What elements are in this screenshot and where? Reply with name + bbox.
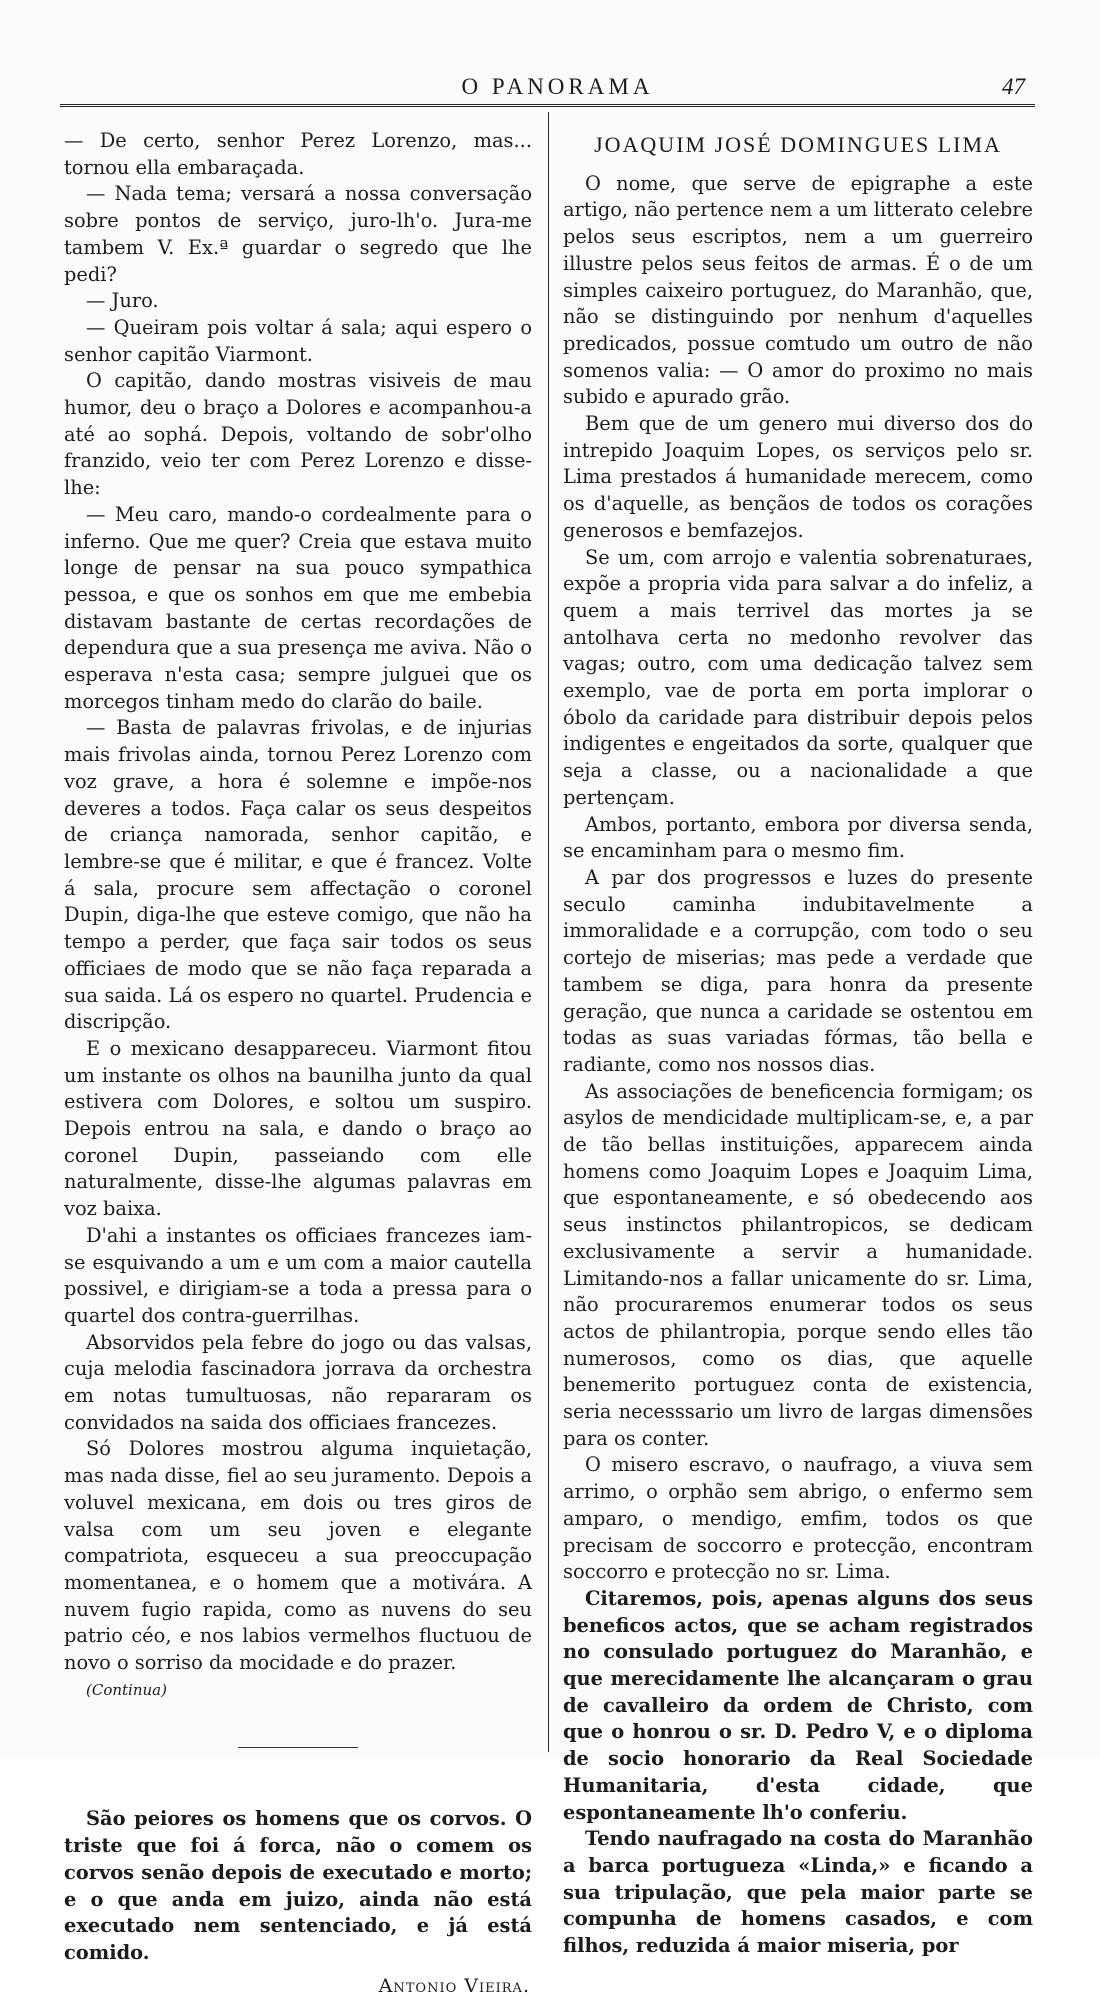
story-paragraph: E o mexicano desappareceu. Viarmont fitou um instante os olhos na baunilha junto da qual estivera com Dolores, e soltou um suspiro. Depois entrou na sala, e dando o braço ao coronel Dupin, passeiando com elle naturalmente, disse-lhe algumas palavras em voz baixa. — [64, 1036, 532, 1221]
header-rule — [60, 104, 1035, 107]
page-number: 47 — [1002, 74, 1025, 99]
article-paragraph: Tendo naufragado na costa do Maranhão a barca portugueza «Linda,» e ficando a sua tripulação, que pela maior parte se compunha de homens casados, e com filhos, reduzida á maior miseria, por — [563, 1827, 1033, 1958]
journal-title: O PANORAMA — [461, 74, 654, 99]
story-paragraph: Absorvidos pela febre do jogo ou das valsas, cuja melodia fascinadora jorrava da orchestra em notas tumultuosas, não repararam os convidados na saida dos officiaes francezes. — [64, 1330, 532, 1434]
continua-note: (Continua) — [86, 1680, 167, 1699]
article-paragraph: O nome, que serve de epigraphe a este artigo, não pertence nem a um litterato celebre pelos seus escriptos, nem a um guerreiro illustre pelos seus feitos de armas. É o de um simples caixeiro portuguez, do Maranhão, que, não se distinguindo por nenhum d'aquelles predicados, possue comtudo um outro de não somenos valia: — O amor do proximo no mais subido e apurado grão. — [563, 171, 1033, 409]
article-paragraph: Citaremos, pois, apenas alguns dos seus beneficos actos, que se acham registrados no consulado portuguez do Maranhão, e que merecidamente lhe alcançaram o grau de cavalleiro da ordem de Christo, com que o honrou o sr. D. Pedro V, e o diploma de socio honorario da Real Sociedade Humanitaria, d'esta cidade, que espontaneamente lh'o conferiu. — [563, 1586, 1033, 1824]
story-paragraph: Só Dolores mostrou alguma inquietação, mas nada disse, fiel ao seu juramento. Depois a voluvel mexicana, em dois ou tres giros de valsa com um seu joven e elegante compatriota, esqueceu a sua preoccupação momentanea, e o homem que a motivára. A nuvem fugio rapida, como as nuvens do seu patrio céo, e nos labios vermelhos fluctuou de novo o sorriso da mocidade e do prazer. — [64, 1437, 532, 1675]
section-divider — [238, 1747, 358, 1748]
story-paragraph: — Juro. — [86, 289, 159, 313]
article-paragraph: A par dos progressos e luzes do presente seculo caminha indubitavelmente a immoralidade e a corrupção, com todo o seu cortejo de miserias; mas pede a verdade que tambem se diga, para honra da presente geração, que nunca a caridade se ostentou em todas as suas variadas fórmas, tão bella e radiante, como nos nossos dias. — [563, 865, 1033, 1076]
running-head — [90, 74, 1025, 114]
article-paragraph: O misero escravo, o naufrago, a viuva sem arrimo, o orphão sem abrigo, o enfermo sem amparo, o mendigo, emfim, todos os que precisam de soccorro e protecção, encontram soccorro e protecção no sr. Lima. — [563, 1453, 1033, 1584]
article-paragraph: Ambos, portanto, embora por diversa senda, se encaminham para o mesmo fim. — [563, 812, 1033, 863]
story-paragraph: D'ahi a instantes os officiaes francezes iam-se esquivando a um e um com a maior cautella possivel, e dirigiam-se a toda a pressa para o quartel dos contra-guerrilhas. — [64, 1223, 532, 1327]
article-paragraph: Bem que de um genero mui diverso dos do intrepido Joaquim Lopes, os serviços pelo sr. Lima prestados á humanidade merecem, como os d'aquelle, as bençãos de todos os corações generosos e bemfazejos. — [563, 412, 1033, 542]
right-column — [563, 128, 1033, 1960]
article-paragraph: As associações de beneficencia formigam; os asylos de mendicidade multiplicam-se, e, a par de tão bellas instituições, apparecem ainda homens como Joaquim Lopes e Joaquim Lima, que espontaneamente, e só obedecendo aos seus instinctos philantropicos, se dedicam exclusivamente a servir a humanidade. Limitando-nos a fallar unicamente do sr. Lima, não procuraremos enumerar todos os seus actos de philantropia, porque sendo elles tão numerosos, como os dias, que aquelle benemerito portuguez conta de existencia, seria necesssario um livro de largas dimensões para os conter. — [563, 1079, 1033, 1450]
story-paragraph: O capitão, dando mostras visiveis de mau humor, deu o braço a Dolores e acompanhou-a até ao sophá. Depois, voltando de sobr'olho franzido, veio ter com Perez Lorenzo e disse-lhe: — [64, 369, 532, 500]
story-paragraph: — Basta de palavras frivolas, e de injurias mais frivolas ainda, tornou Perez Lorenzo com voz grave, a hora é solemne e impõe-nos deveres a todos. Faça calar os seus despeitos de criança namorada, senhor capitão, e lembre-se que é militar, e que é francez. Volte á sala, procure sem affectação o coronel Dupin, diga-lhe que esteve comigo, que não ha tempo a perder, que faça sair todos os seus officiaes de modo que se não faça reparada a sua saida. Lá os espero no quartel. Prudencia e discripção. — [64, 716, 532, 1034]
left-column — [64, 128, 532, 1999]
quote-author: Antonio Vieira. — [378, 1974, 530, 1997]
story-paragraph: — Meu caro, mando-o cordealmente para o inferno. Que me quer? Creia que estava muito longe de pensar na sua pouco sympathica pessoa, e que os sonhos em que me embebia distavam bastante de certas recordações de dependura que a sua presença me aviva. Não o esperava n'esta casa; sempre julguei que os morcegos tinham medo do clarão do baile. — [64, 502, 532, 713]
article-title: JOAQUIM JOSÉ DOMINGUES LIMA — [594, 132, 1002, 157]
article-paragraph: Se um, com arrojo e valentia sobrenaturaes, expõe a propria vida para salvar a do infeliz, a quem a mais terrivel das mortes ja se antolhava certa no medonho revolver das vagas; outro, com uma dedicação talvez sem exemplo, vae de porta em porta implorar o óbolo da caridade para distribuir depois pelos indigentes e engeitados da sorte, qualquer que seja a classe, ou a nacionalidade a que pertençam. — [563, 545, 1033, 809]
story-paragraph: — De certo, senhor Perez Lorenzo, mas... tornou ella embaraçada. — [64, 129, 532, 179]
vieira-quote: São peiores os homens que os corvos. O triste que foi á forca, não o comem os corvos senão depois de executado e morto; e o que anda em juizo, ainda não está executado nem sentenciado, e já está comido. — [64, 1807, 532, 1964]
story-paragraph: — Queiram pois voltar á sala; aqui espero o senhor capitão Viarmont. — [64, 315, 532, 366]
column-divider — [548, 112, 549, 1752]
story-paragraph: — Nada tema; versará a nossa conversação sobre pontos de serviço, juro-lh'o. Jura-me tambem V. Ex.ª guardar o segredo que lhe pedi? — [64, 182, 532, 286]
